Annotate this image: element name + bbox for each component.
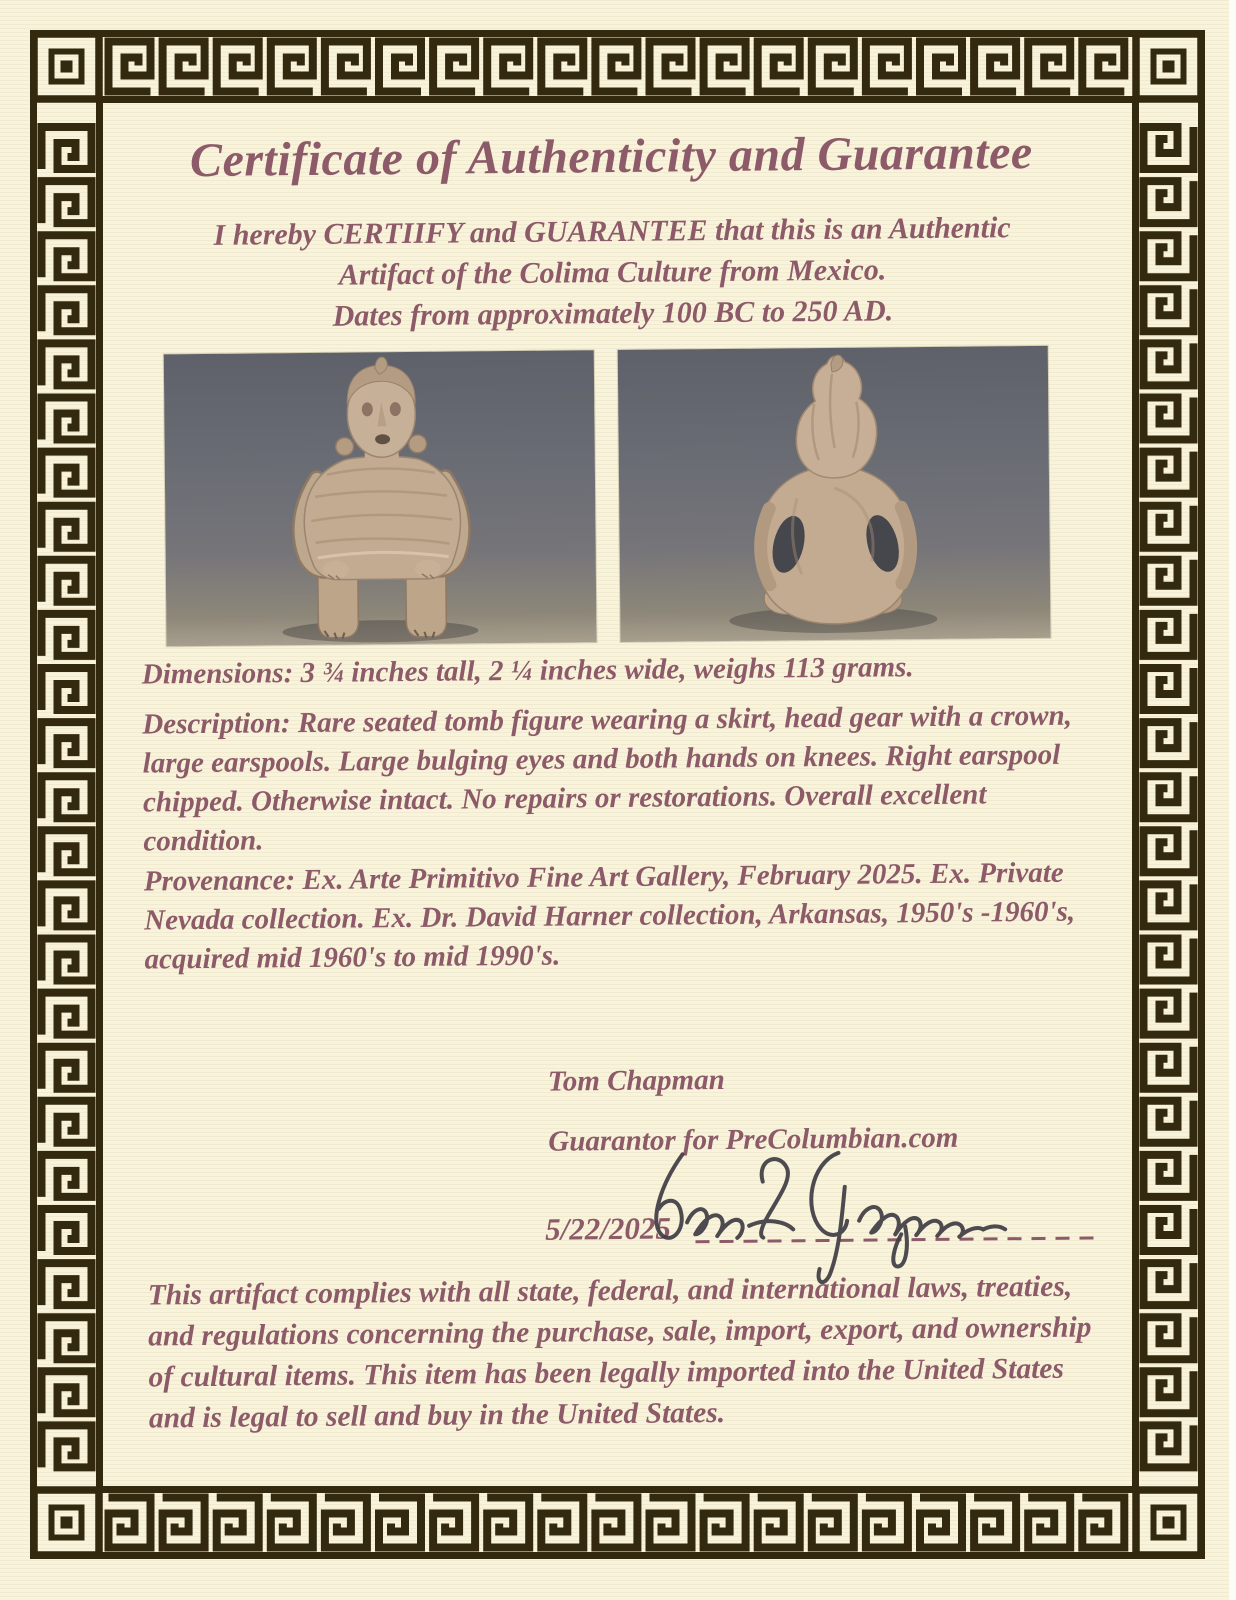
signer-role: Guarantor for PreColumbian.com (548, 1121, 959, 1158)
provenance-text: Ex. Arte Primitivo Fine Art Gallery, February 2025. Ex. Private Nevada collection. Ex. Dr. David Harner collection, Arkansas, 1950's -1960's, acquired mid 1960's to mid 1990's. (144, 856, 1076, 976)
provenance-section (144, 853, 1105, 979)
scan-edge (1229, 0, 1236, 1600)
back-figure-illustration (618, 346, 1051, 642)
statement-line-3: Dates from approximately 100 BC to 250 AD. (332, 294, 894, 333)
dimensions-label: Dimensions: (141, 657, 294, 691)
statement-line-2: Artifact of the Colima Culture from Mexico. (338, 253, 887, 292)
dimensions-text: 3 ¾ inches tall, 2 ¼ inches wide, weighs 113 grams. (300, 651, 914, 690)
legal-text: This artifact complies with all state, federal, and international laws, treaties, and regulations concerning the purchase, sale, import, export, and ownership of cultural items. This item has been legally imported into the United States and is legal to sell and buy in the United States. (147, 1270, 1092, 1435)
artifact-photo-front (164, 350, 597, 646)
provenance-label: Provenance: (143, 864, 296, 898)
signature-date: 5/22/2025 (545, 1210, 672, 1247)
statement-line-1: I hereby CERTIIFY and GUARANTEE that this is an Authentic (213, 211, 1011, 252)
signer-name: Tom Chapman (547, 1063, 725, 1098)
front-figure-illustration (164, 350, 597, 646)
description-text: Rare seated tomb figure wearing a skirt, head gear with a crown, large earspools. Large bulging eyes and both hands on knees. Right earspool chipped. Otherwise intact. No repairs or restorations. Overall excellent condition. (142, 699, 1073, 858)
certificate-content (96, 98, 1138, 1491)
certificate-title: Certificate of Authenticity and Guarantee (189, 125, 1033, 188)
artifact-photo-back (618, 346, 1051, 642)
description-label: Description: (142, 707, 291, 741)
dimensions-section (142, 646, 1102, 694)
description-section (142, 696, 1103, 861)
certification-statement (97, 206, 1127, 339)
